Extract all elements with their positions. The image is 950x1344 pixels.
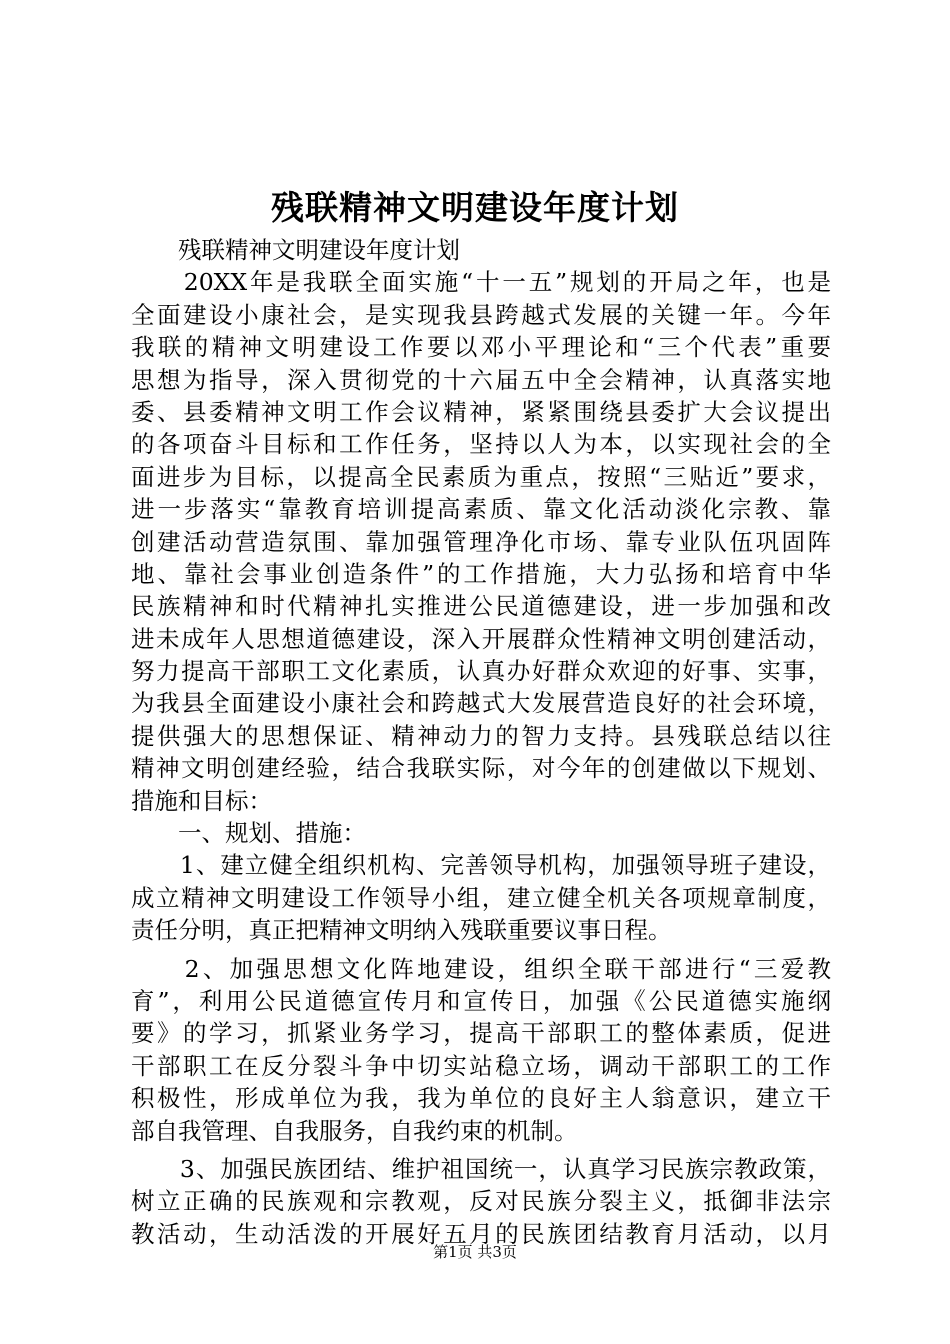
body-line: 努力提高干部职工文化素质，认真办好群众欢迎的好事、实事，: [131, 657, 831, 686]
body-line: 教活动，生动活泼的开展好五月的民族团结教育月活动，以月: [131, 1219, 831, 1248]
body-line: 20XX年是我联全面实施“十一五”规划的开局之年，也是: [131, 268, 831, 297]
body-line: 的各项奋斗目标和工作任务，坚持以人为本，以实现社会的全: [131, 430, 831, 459]
body-line: 责任分明，真正把精神文明纳入残联重要议事日程。: [131, 916, 672, 945]
body-line: 我联的精神文明建设工作要以邓小平理论和“三个代表”重要: [131, 333, 831, 362]
body-line: 树立正确的民族观和宗教观，反对民族分裂主义，抵御非法宗: [131, 1187, 831, 1216]
section-heading: 一、规划、措施：: [131, 819, 366, 848]
body-line: 进一步落实“靠教育培训提高素质、靠文化活动淡化宗教、靠: [131, 495, 831, 524]
body-line: 为我县全面建设小康社会和跨越式大发展营造良好的社会环境，: [131, 689, 831, 718]
body-line: 进未成年人思想道德建设，深入开展群众性精神文明创建活动，: [131, 624, 831, 653]
body-line: 积极性，形成单位为我，我为单位的良好主人翁意识，建立干: [131, 1084, 831, 1113]
body-line: 面进步为目标，以提高全民素质为重点，按照“三贴近”要求，: [131, 462, 831, 491]
page-footer: 第1页 共3页: [433, 1243, 517, 1261]
body-line: 提供强大的思想保证、精神动力的智力支持。县残联总结以往: [131, 721, 831, 750]
body-line: 成立精神文明建设工作领导小组，建立健全机关各项规章制度，: [131, 883, 831, 912]
body-line: 全面建设小康社会，是实现我县跨越式发展的关键一年。今年: [131, 300, 831, 329]
body-line: 2、加强思想文化阵地建设，组织全联干部进行“三爱教: [131, 954, 831, 983]
body-line: 3、加强民族团结、维护祖国统一，认真学习民族宗教政策，: [131, 1154, 831, 1183]
body-line: 1、建立健全组织机构、完善领导机构，加强领导班子建设，: [131, 851, 831, 880]
body-line: 要》的学习，抓紧业务学习，提高干部职工的整体素质，促进: [131, 1019, 831, 1048]
body-line: 措施和目标：: [131, 786, 272, 815]
body-line: 委、县委精神文明工作会议精神，紧紧围绕县委扩大会议提出: [131, 397, 831, 426]
body-line: 干部职工在反分裂斗争中切实站稳立场，调动干部职工的工作: [131, 1051, 831, 1080]
body-line: 创建活动营造氛围、靠加强管理净化市场、靠专业队伍巩固阵: [131, 527, 831, 556]
body-line: 精神文明创建经验，结合我联实际，对今年的创建做以下规划、: [131, 754, 831, 783]
body-line: 残联精神文明建设年度计划: [131, 236, 460, 264]
body-line: 育”，利用公民道德宣传月和宣传日，加强《公民道德实施纲: [131, 986, 831, 1015]
body-line: 地、靠社会事业创造条件”的工作措施，大力弘扬和培育中华: [131, 559, 831, 588]
document-title: 残联精神文明建设年度计划: [271, 188, 679, 227]
document-body: [131, 234, 831, 1250]
body-line: 部自我管理、自我服务，自我约束的机制。: [131, 1116, 578, 1145]
body-line: 思想为指导，深入贯彻党的十六届五中全会精神，认真落实地: [131, 365, 831, 394]
body-line: 民族精神和时代精神扎实推进公民道德建设，进一步加强和改: [131, 592, 831, 621]
